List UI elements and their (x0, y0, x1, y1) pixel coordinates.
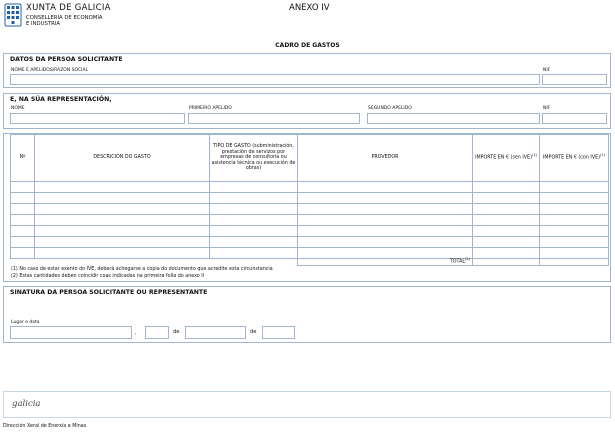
table-cell[interactable] (35, 215, 210, 226)
expenses-section (3, 133, 611, 282)
table-row (11, 215, 609, 226)
table-cell[interactable] (11, 226, 35, 237)
rep-nif-input[interactable] (542, 113, 607, 124)
table-cell[interactable] (210, 193, 298, 204)
table-cell[interactable] (540, 248, 609, 259)
table-cell[interactable] (540, 237, 609, 248)
rep-surname2-label: SEGUNDO APELIDO (368, 106, 412, 111)
col-header-amount-incl (540, 135, 609, 182)
annex-label: ANEXO IV (289, 3, 330, 13)
department-name (26, 15, 103, 28)
table-cell[interactable] (540, 226, 609, 237)
total-amount-excl[interactable] (473, 259, 540, 266)
table-cell[interactable] (210, 204, 298, 215)
col-header-type: TIPO DE GASTO (subministración, prestación de servizos por empresas de consultoría ou asistencia técnica ou execución de obras) (210, 135, 298, 182)
table-cell[interactable] (298, 237, 473, 248)
table-cell[interactable] (298, 193, 473, 204)
footer-department: Dirección Xeral de Enerxía e Minas (3, 424, 87, 429)
rep-name-label: NOME (11, 106, 25, 111)
signature-section (3, 286, 611, 343)
table-cell[interactable] (540, 182, 609, 193)
table-cell[interactable] (210, 215, 298, 226)
day-input[interactable] (145, 326, 169, 339)
rep-surname1-input[interactable] (188, 113, 360, 124)
applicant-nif-label: NIF (543, 68, 551, 73)
total-label-cell (298, 259, 473, 266)
year-input[interactable] (262, 326, 295, 339)
place-date-label: Lugar e data (11, 320, 40, 325)
place-input[interactable] (10, 326, 132, 339)
footnote-1: (1) No caso de estar exento do IVE, deberá achegarse a copia do documento que acredite esta circunstancia (11, 267, 273, 272)
table-cell[interactable] (11, 193, 35, 204)
total-label: TOTAL (449, 259, 466, 265)
table-cell[interactable] (298, 215, 473, 226)
table-cell[interactable] (210, 248, 298, 259)
col-header-amount-incl-label: IMPORTE EN € (con IVE) (543, 155, 601, 161)
rep-nif-label: NIF (543, 106, 551, 111)
galicia-logo: galicia (12, 399, 41, 409)
representative-section (3, 93, 611, 129)
rep-surname1-label: PRIMEIRO APELIDO (189, 106, 232, 111)
department-line-1: CONSELLERÍA DE ECONOMÍA (26, 15, 103, 21)
xunta-shield-icon (4, 3, 22, 27)
table-cell[interactable] (540, 204, 609, 215)
department-line-2: E INDUSTRIA (26, 21, 60, 28)
applicant-title: DATOS DA PERSOA SOLICITANTE (10, 56, 123, 63)
de-separator-2: de (250, 329, 257, 335)
table-row (11, 248, 609, 259)
col-header-provider: PROVEDOR (298, 135, 473, 182)
col-header-amount-excl (473, 135, 540, 182)
expenses-table (10, 134, 609, 266)
col-header-amount-excl-label: IMPORTE EN € (sen IVE) (475, 155, 532, 161)
table-cell[interactable] (473, 248, 540, 259)
rep-name-input[interactable] (10, 113, 185, 124)
table-row (11, 182, 609, 193)
col-header-no: Nº (11, 135, 35, 182)
total-amount-incl[interactable] (540, 259, 609, 266)
de-separator-1: de (173, 329, 180, 335)
table-cell[interactable] (35, 226, 210, 237)
table-cell[interactable] (473, 215, 540, 226)
table-cell[interactable] (298, 226, 473, 237)
table-cell[interactable] (11, 248, 35, 259)
table-cell[interactable] (11, 237, 35, 248)
form-title: CADRO DE GASTOS (275, 42, 340, 49)
org-name: XUNTA DE GALICIA (26, 3, 111, 13)
table-cell[interactable] (473, 182, 540, 193)
rep-surname2-input[interactable] (367, 113, 540, 124)
table-cell[interactable] (473, 226, 540, 237)
total-row (11, 259, 609, 266)
table-cell[interactable] (298, 248, 473, 259)
table-cell[interactable] (540, 215, 609, 226)
table-cell[interactable] (298, 182, 473, 193)
month-input[interactable] (185, 326, 246, 339)
table-cell[interactable] (11, 182, 35, 193)
expenses-body (11, 182, 609, 259)
total-spacer (11, 259, 298, 266)
table-cell[interactable] (11, 204, 35, 215)
table-row (11, 204, 609, 215)
table-cell[interactable] (210, 226, 298, 237)
table-cell[interactable] (35, 237, 210, 248)
table-cell[interactable] (298, 204, 473, 215)
footer-box (3, 391, 611, 418)
table-cell[interactable] (540, 193, 609, 204)
col-header-description: DESCRICIÓN DO GASTO (35, 135, 210, 182)
table-row (11, 237, 609, 248)
table-cell[interactable] (210, 237, 298, 248)
applicant-name-input[interactable] (10, 74, 540, 85)
table-row (11, 193, 609, 204)
table-cell[interactable] (473, 237, 540, 248)
applicant-section (3, 53, 611, 88)
table-row (11, 226, 609, 237)
table-cell[interactable] (35, 204, 210, 215)
note-ref-1a: (1) (531, 152, 537, 157)
signature-title: SINATURA DA PERSOA SOLICITANTE OU REPRESENTANTE (10, 289, 208, 296)
table-cell[interactable] (473, 193, 540, 204)
table-cell[interactable] (35, 248, 210, 259)
footnote-2: (2) Estas cantidades deben coincidir coas indicadas na primeira folla do anexo II (11, 274, 205, 279)
applicant-nif-input[interactable] (542, 74, 607, 85)
note-ref-2: (2) (465, 257, 470, 261)
applicant-name-label: NOME E APELIDOS/RAZÓN SOCIAL (11, 68, 89, 73)
table-cell[interactable] (11, 215, 35, 226)
table-cell[interactable] (210, 182, 298, 193)
table-cell[interactable] (35, 193, 210, 204)
note-ref-1b: (1) (600, 152, 605, 157)
representative-title: E, NA SÚA REPRESENTACIÓN, (10, 96, 112, 103)
comma-separator: , (135, 330, 137, 336)
table-cell[interactable] (35, 182, 210, 193)
table-cell[interactable] (473, 204, 540, 215)
